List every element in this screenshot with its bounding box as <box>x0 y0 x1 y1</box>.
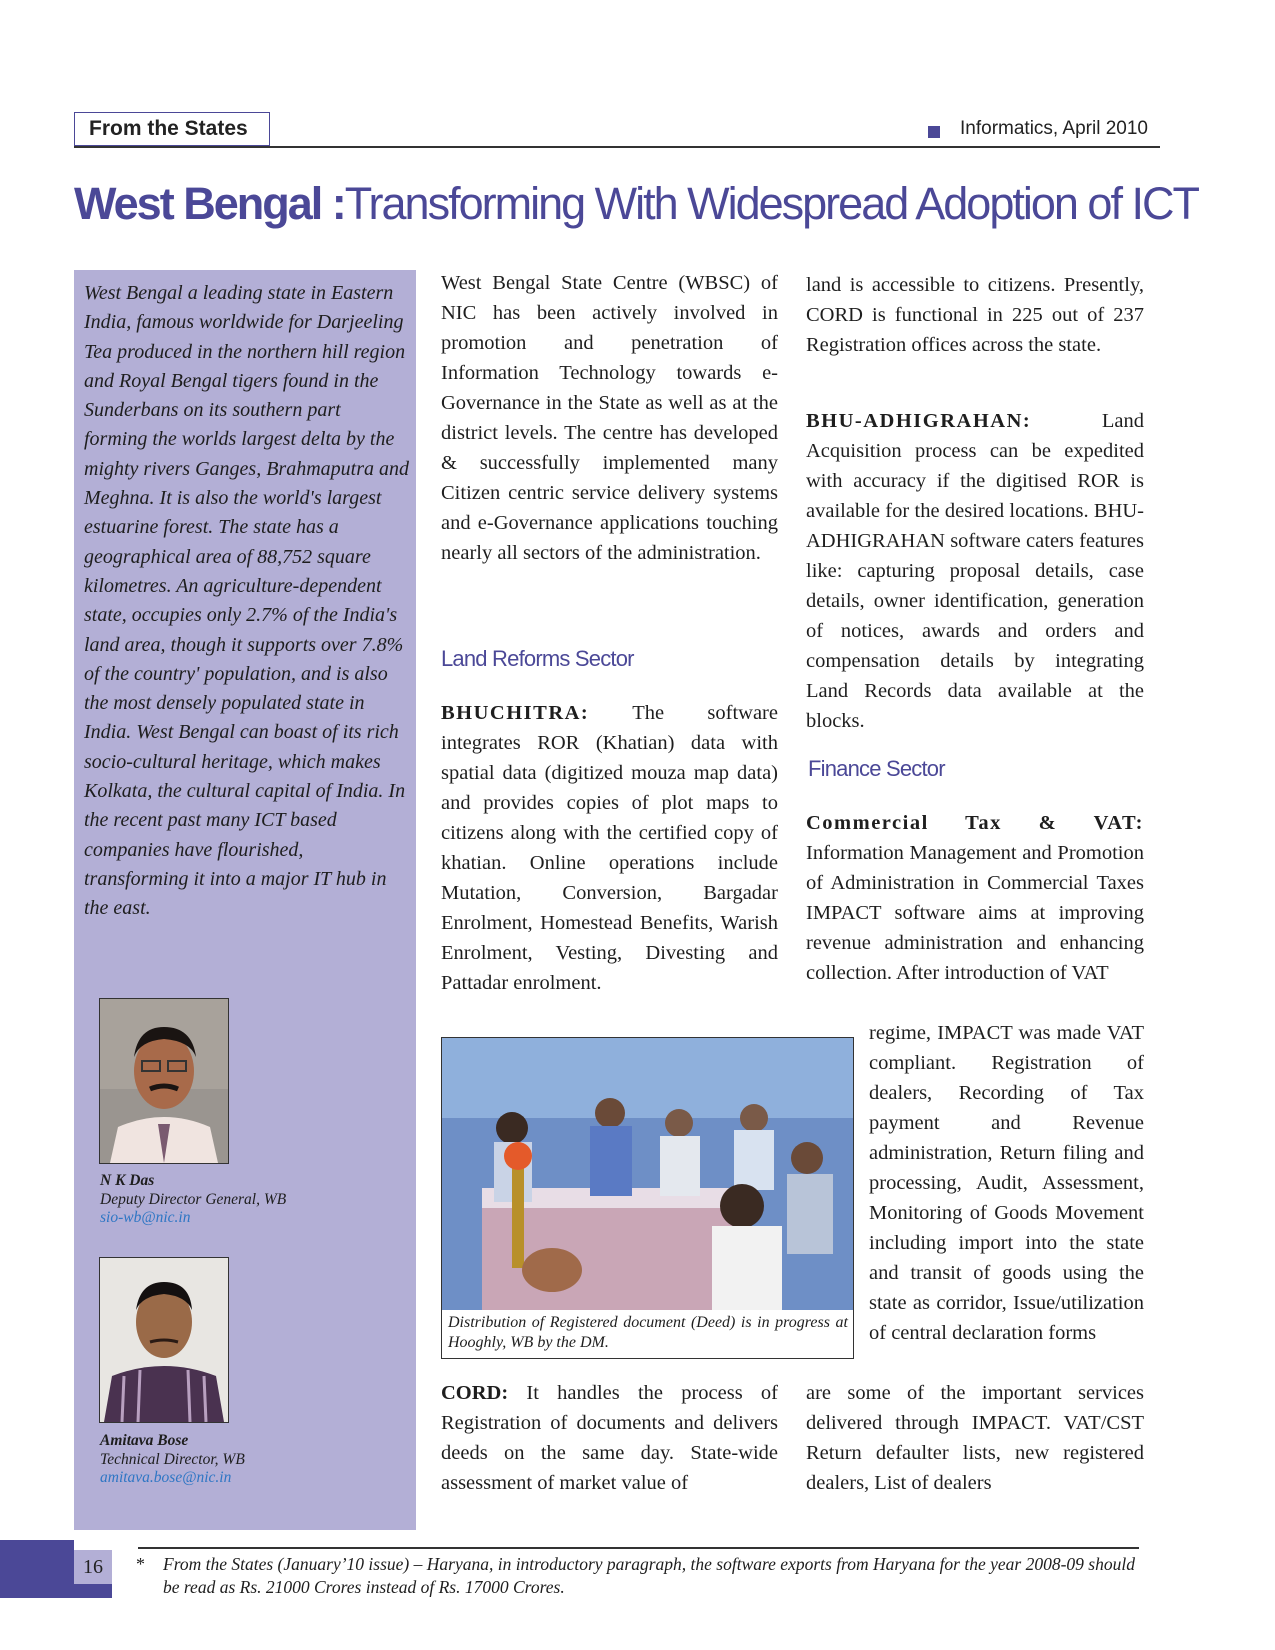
header-rule <box>74 146 1160 148</box>
footnote-text: From the States (January’10 issue) – Haryana, in introductory paragraph, the software exports from Haryana for the year 2008-09 should be read as Rs. 21000 Crores instead of Rs. 17000 Crores. <box>163 1554 1135 1597</box>
photo-caption: Distribution of Registered document (Deed) is in progress at Hooghly, WB by the DM. <box>448 1314 848 1351</box>
cord-continued <box>806 270 1144 360</box>
bhu-adhigrahan-paragraph <box>806 406 1144 736</box>
page-number: 16 <box>74 1550 112 1584</box>
footer-accent-block <box>0 1540 74 1598</box>
event-photo <box>442 1038 853 1310</box>
page-number-underbar <box>74 1584 112 1598</box>
author-email-link[interactable]: amitava.bose@nic.in <box>100 1469 232 1486</box>
cord-paragraph <box>441 1378 778 1498</box>
intro-paragraph: West Bengal State Centre (WBSC) of NIC has been actively involved in promotion and penetration of Information Technology towards e-Governance in the State as well as at the district levels. The centre has developed & successfully implemented many Citizen centric service delivery systems and e-Governance applications touching nearly all sectors of the administration. <box>441 272 778 564</box>
author-photo-nk-das <box>99 998 229 1164</box>
section-tag: From the States <box>74 112 270 146</box>
commercial-tax-paragraph <box>806 808 1144 988</box>
bhuchitra-text: The software integrates ROR (Khatian) data with spatial data (digitized mouza map data) and provides copies of plot maps to citizens along with the certified copy of khatian. Online operations include Mutation, Conversion, Bargadar Enrolment, Homestead Benefits, Warish Enrolment, Vesting, Divesting and Pattadar enrolment. <box>441 702 778 994</box>
author-name: N K Das <box>100 1172 155 1189</box>
commercial-tax-bottom <box>806 1378 1144 1498</box>
intro-text: West Bengal a leading state in Eastern India, famous worldwide for Darjeeling Tea produced in the northern hill region and Royal Bengal tigers found in the Sunderbans on its southern part forming the worlds largest delta by the mighty rivers Ganges, Brahmaputra and Meghna. It is also the world's largest estuarine forest. The state has a geographical area of 88,752 square kilometres. An agriculture-dependent state, occupies only 2.7% of the India's land area, though it supports over 7.8% of the country' population, and is also the most densely populated state in India. West Bengal can boast of its rich socio-cultural heritage, which makes Kolkata, the cultural capital of India. In the recent past many ICT based companies have flourished, transforming it into a major IT hub in the east. <box>84 282 409 920</box>
title-rest: Transforming With Widespread Adoption of ICT <box>344 178 1198 229</box>
cord-continued-text: land is accessible to citizens. Presently, CORD is functional in 225 out of 237 Registration offices across the state. <box>806 274 1144 356</box>
author-title: Technical Director, WB <box>100 1450 245 1468</box>
photo-figure <box>441 1037 854 1359</box>
column-1-top <box>441 268 778 568</box>
footnote-marker: * <box>136 1554 145 1574</box>
author-photo-amitava-bose <box>99 1257 229 1423</box>
title-bold: West Bengal : <box>74 178 345 229</box>
commercial-tax-wrap <box>869 1018 1144 1348</box>
commercial-tax-text: Information Management and Promotion of Administration in Commercial Taxes IMPACT software aims at improving revenue administration and enhancing collection. After introduction of VAT <box>806 842 1144 984</box>
author-block-amitava-bose <box>100 1432 410 1488</box>
commercial-tax-label: Commercial Tax & VAT: <box>806 812 1144 834</box>
author-block-nk-das <box>100 1172 410 1228</box>
cord-label: CORD: <box>441 1382 509 1404</box>
square-bullet-icon <box>928 126 940 138</box>
land-reforms-heading: Land Reforms Sector <box>441 646 634 671</box>
author-name: Amitava Bose <box>100 1432 189 1449</box>
footer-rule <box>138 1547 1139 1549</box>
author-title: Deputy Director General, WB <box>100 1190 287 1208</box>
bhu-adhigrahan-label: BHU-ADHIGRAHAN: <box>806 410 1032 432</box>
cord-text: It handles the process of Registration of documents and delivers deeds on the same day. State-wide assessment of market value of <box>441 1382 778 1494</box>
bhuchitra-paragraph <box>441 698 778 998</box>
issue-label: Informatics, April 2010 <box>960 118 1148 139</box>
finance-sector-heading: Finance Sector <box>808 756 945 781</box>
bhuchitra-label: BHUCHITRA: <box>441 702 590 724</box>
commercial-tax-bottom-text: are some of the important services delivered through IMPACT. VAT/CST Return defaulter lists, new registered dealers, List of dealers <box>806 1382 1144 1494</box>
author-email-link[interactable]: sio-wb@nic.in <box>100 1209 191 1226</box>
article-title <box>74 178 1198 230</box>
commercial-tax-wrap-text: regime, IMPACT was made VAT compliant. Registration of dealers, Recording of Tax payment and Revenue administration, Return filing and processing, Audit, Assessment, Monitoring of Goods Movement including import into the state and transit of goods using the state as corridor, Issue/utilization of central declaration forms <box>869 1022 1144 1344</box>
bhu-adhigrahan-text: Land Acquisition process can be expedited with accuracy if the digitised ROR is available for the desired locations. BHU-ADHIGRAHAN software caters features like: capturing proposal details, case details, owner identification, generation of notices, awards and orders and compensation details by integrating Land Records data available at the blocks. <box>806 410 1144 732</box>
